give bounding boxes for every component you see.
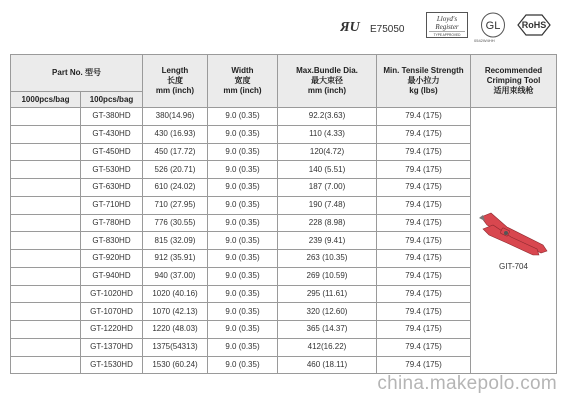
width-cell: 9.0 (0.35) xyxy=(208,356,278,374)
width-cell: 9.0 (0.35) xyxy=(208,196,278,214)
width-cell: 9.0 (0.35) xyxy=(208,232,278,250)
bundle-dia-cell: 120(4.72) xyxy=(278,143,377,161)
tensile-strength-cell: 79.4 (175) xyxy=(377,179,471,197)
width-cell: 9.0 (0.35) xyxy=(208,161,278,179)
part-number-cell: GT-920HD xyxy=(81,250,143,268)
width-cell: 9.0 (0.35) xyxy=(208,321,278,339)
gl-certification-logo xyxy=(480,12,506,38)
bundle-dia-cell: 140 (5.51) xyxy=(278,161,377,179)
part-number-cell: GT-1370HD xyxy=(81,338,143,356)
bundle-dia-cell: 92.2(3.63) xyxy=(278,108,377,126)
width-cell: 9.0 (0.35) xyxy=(208,303,278,321)
tensile-strength-cell: 79.4 (175) xyxy=(377,303,471,321)
part-number-cell: GT-1530HD xyxy=(81,356,143,374)
svg-text:RoHS: RoHS xyxy=(521,20,547,30)
bag-1000-cell xyxy=(11,108,81,126)
bundle-dia-cell: 239 (9.41) xyxy=(278,232,377,250)
length-cell: 1220 (48.03) xyxy=(143,321,208,339)
bag-1000-cell xyxy=(11,179,81,197)
length-cell: 815 (32.09) xyxy=(143,232,208,250)
bag-1000-cell xyxy=(11,250,81,268)
part-number-cell: GT-630HD xyxy=(81,179,143,197)
bag-1000-cell xyxy=(11,196,81,214)
tensile-strength-cell: 79.4 (175) xyxy=(377,125,471,143)
length-cell: 430 (16.93) xyxy=(143,125,208,143)
part-number-cell: GT-450HD xyxy=(81,143,143,161)
length-cell: 912 (35.91) xyxy=(143,250,208,268)
bag-1000-cell xyxy=(11,214,81,232)
bundle-dia-cell: 190 (7.48) xyxy=(278,196,377,214)
crimping-tool-label: GIT-704 xyxy=(499,262,528,272)
crimping-tool-cell xyxy=(471,108,557,374)
bundle-dia-cell: 320 (12.60) xyxy=(278,303,377,321)
length-cell: 1530 (60.24) xyxy=(143,356,208,374)
bundle-dia-cell: 412(16.22) xyxy=(278,338,377,356)
bag-1000-cell xyxy=(11,321,81,339)
table-row xyxy=(11,108,557,126)
bag-1000-cell xyxy=(11,267,81,285)
bundle-dia-cell: 263 (10.35) xyxy=(278,250,377,268)
length-cell: 380(14.96) xyxy=(143,108,208,126)
width-cell: 9.0 (0.35) xyxy=(208,250,278,268)
width-cell: 9.0 (0.35) xyxy=(208,267,278,285)
length-cell: 526 (20.71) xyxy=(143,161,208,179)
tensile-strength-cell: 79.4 (175) xyxy=(377,143,471,161)
width-cell: 9.0 (0.35) xyxy=(208,125,278,143)
tensile-strength-cell: 79.4 (175) xyxy=(377,267,471,285)
width-cell: 9.0 (0.35) xyxy=(208,143,278,161)
bag-1000-cell xyxy=(11,356,81,374)
tensile-strength-cell: 79.4 (175) xyxy=(377,108,471,126)
width-cell: 9.0 (0.35) xyxy=(208,179,278,197)
svg-text:TYPE APPROVED: TYPE APPROVED xyxy=(433,33,461,37)
watermark: china.makepolo.com xyxy=(377,373,557,394)
tensile-strength-cell: 79.4 (175) xyxy=(377,285,471,303)
length-cell: 940 (37.00) xyxy=(143,267,208,285)
svg-text:GL: GL xyxy=(485,20,501,32)
length-cell: 776 (30.55) xyxy=(143,214,208,232)
certification-logos xyxy=(340,10,555,43)
bundle-dia-cell: 460 (18.11) xyxy=(278,356,377,374)
svg-text:Register: Register xyxy=(435,23,459,31)
bag-1000-cell xyxy=(11,125,81,143)
bag-1000-cell xyxy=(11,285,81,303)
bag-1000-header: 1000pcs/bag xyxy=(11,92,81,108)
part-number-cell: GT-1020HD xyxy=(81,285,143,303)
part-number-cell: GT-780HD xyxy=(81,214,143,232)
bag-1000-cell xyxy=(11,143,81,161)
tensile-strength-cell: 79.4 (175) xyxy=(377,338,471,356)
width-header: Width 宽度 mm (inch) xyxy=(208,55,278,108)
crimping-tool-header: Recommended Crimping Tool 适用束线枪 xyxy=(471,55,557,108)
tensile-strength-cell: 79.4 (175) xyxy=(377,250,471,268)
tensile-strength-cell: 79.4 (175) xyxy=(377,161,471,179)
part-number-cell: GT-710HD xyxy=(81,196,143,214)
bundle-dia-header: Max.Bundle Dia. 最大束径 mm (inch) xyxy=(278,55,377,108)
svg-text:Lloyd's: Lloyd's xyxy=(436,15,458,23)
part-no-header: Part No. 型号 xyxy=(11,55,143,92)
bag-1000-cell xyxy=(11,161,81,179)
tensile-strength-cell: 79.4 (175) xyxy=(377,356,471,374)
bag-1000-cell xyxy=(11,303,81,321)
ul-recognized-icon xyxy=(340,18,366,34)
cable-tie-spec-table xyxy=(10,54,557,374)
tensile-strength-header: Min. Tensile Strength 最小拉力 kg (lbs) xyxy=(377,55,471,108)
tensile-strength-cell: 79.4 (175) xyxy=(377,214,471,232)
bundle-dia-cell: 228 (8.98) xyxy=(278,214,377,232)
length-cell: 1070 (42.13) xyxy=(143,303,208,321)
length-cell: 710 (27.95) xyxy=(143,196,208,214)
part-number-cell: GT-940HD xyxy=(81,267,143,285)
bundle-dia-cell: 365 (14.37) xyxy=(278,321,377,339)
length-header: Length 长度 mm (inch) xyxy=(143,55,208,108)
part-number-cell: GT-380HD xyxy=(81,108,143,126)
bundle-dia-cell: 295 (11.61) xyxy=(278,285,377,303)
bundle-dia-cell: 269 (10.59) xyxy=(278,267,377,285)
bag-1000-cell xyxy=(11,338,81,356)
part-number-cell: GT-530HD xyxy=(81,161,143,179)
length-cell: 1020 (40.16) xyxy=(143,285,208,303)
tensile-strength-cell: 79.4 (175) xyxy=(377,196,471,214)
spec-table-body xyxy=(11,108,557,374)
part-number-cell: GT-430HD xyxy=(81,125,143,143)
length-cell: 610 (24.02) xyxy=(143,179,208,197)
crimping-tool-icon xyxy=(477,209,551,259)
lloyds-register-logo xyxy=(426,12,468,38)
bundle-dia-cell: 110 (4.33) xyxy=(278,125,377,143)
bag-100-header: 100pcs/bag xyxy=(81,92,143,108)
part-number-cell: GT-1220HD xyxy=(81,321,143,339)
gl-certificate-code: 0542W4HH xyxy=(474,38,495,43)
length-cell: 1375(54313) xyxy=(143,338,208,356)
part-number-cell: GT-830HD xyxy=(81,232,143,250)
width-cell: 9.0 (0.35) xyxy=(208,285,278,303)
bundle-dia-cell: 187 (7.00) xyxy=(278,179,377,197)
width-cell: 9.0 (0.35) xyxy=(208,214,278,232)
length-cell: 450 (17.72) xyxy=(143,143,208,161)
part-number-cell: GT-1070HD xyxy=(81,303,143,321)
width-cell: 9.0 (0.35) xyxy=(208,108,278,126)
svg-text:ЯU: ЯU xyxy=(340,20,360,34)
width-cell: 9.0 (0.35) xyxy=(208,338,278,356)
ul-file-number: E75050 xyxy=(370,24,405,35)
tensile-strength-cell: 79.4 (175) xyxy=(377,321,471,339)
tensile-strength-cell: 79.4 (175) xyxy=(377,232,471,250)
rohs-logo xyxy=(514,12,554,38)
bag-1000-cell xyxy=(11,232,81,250)
